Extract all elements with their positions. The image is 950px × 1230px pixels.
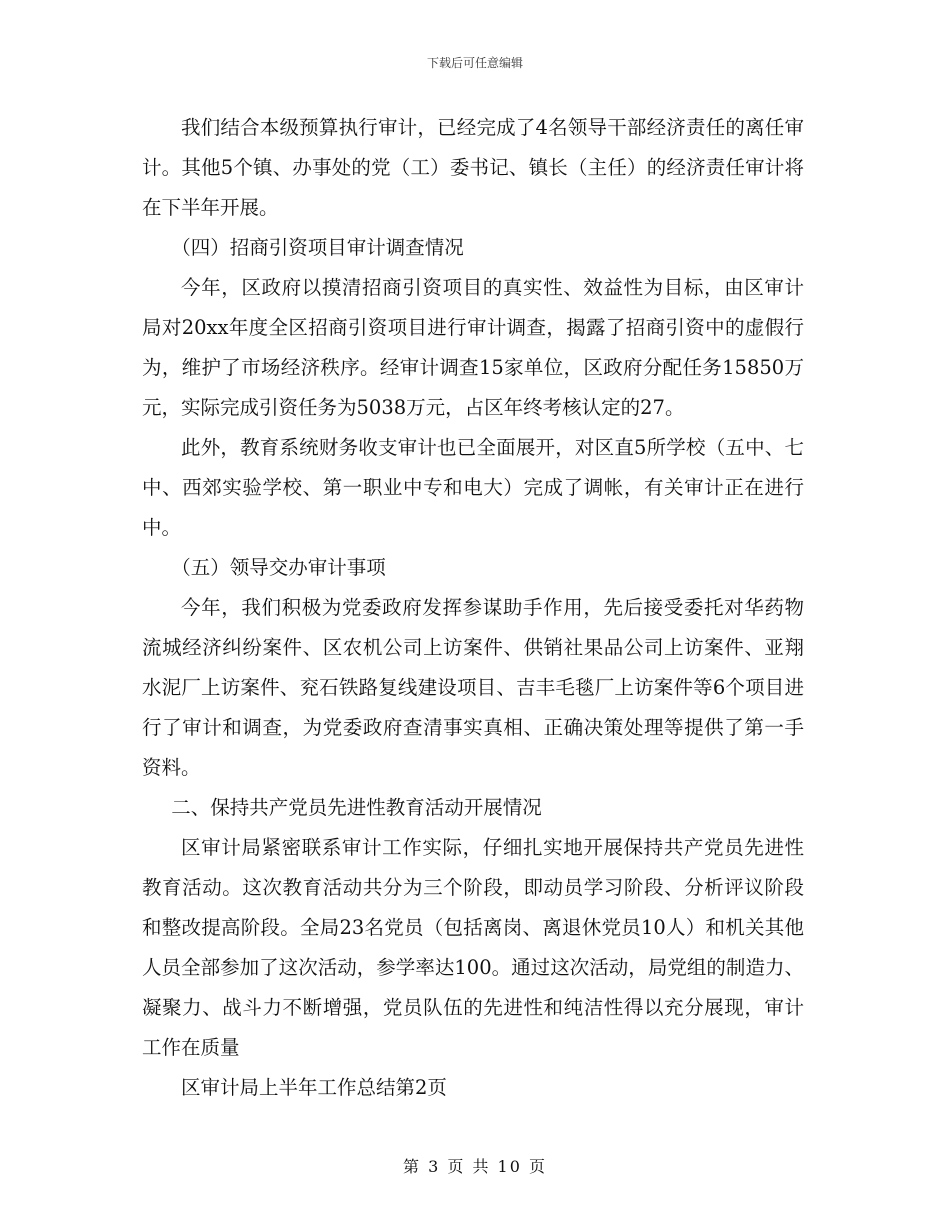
paragraph-page-note: 区审计局上半年工作总结第2页 bbox=[181, 1076, 447, 1099]
section-heading-assigned-matters: （五）领导交办审计事项 bbox=[171, 556, 386, 579]
paragraph-leader-audit: 我们结合本级预算执行审计，已经完成了4名领导干部经济责任的离任审计。其他5个镇、办事处的党（工）委书记、镇长（主任）的经济责任审计将在下半年开展。 bbox=[142, 116, 804, 219]
section-heading-investment-audit: （四）招商引资项目审计调查情况 bbox=[171, 236, 464, 259]
page-footer: 第 3 页 共 10 页 bbox=[403, 1157, 547, 1176]
paragraph-assigned-matters: 今年，我们积极为党委政府发挥参谋助手作用，先后接受委托对华药物流城经济纠纷案件、区农机公司上访案件、供销社果品公司上访案件、亚翔水泥厂上访案件、兖石铁路复线建设项目、吉丰毛毯厂上访案件等6个项目进行了审计和调查，为党委政府查清事实真相、正确决策处理等提供了第一手资料。 bbox=[142, 596, 804, 779]
paragraph-investment-audit: 今年，区政府以摸清招商引资项目的真实性、效益性为目标，由区审计局对20xx年度全区招商引资项目进行审计调查，揭露了招商引资中的虚假行为，维护了市场经济秩序。经审计调查15家单位，区政府分配任务15850万元，实际完成引资任务为5038万元，占区年终考核认定的27。 bbox=[142, 276, 804, 419]
page-header: 下载后可任意编辑 bbox=[426, 56, 523, 70]
paragraph-education-audit: 此外，教育系统财务收支审计也已全面展开，对区直5所学校（五中、七中、西郊实验学校、第一职业中专和电大）完成了调帐，有关审计正在进行中。 bbox=[142, 436, 804, 539]
paragraph-party-education: 区审计局紧密联系审计工作实际，仔细扎实地开展保持共产党员先进性教育活动。这次教育活动共分为三个阶段，即动员学习阶段、分析评议阶段和整改提高阶段。全局23名党员（包括离岗、离退休党员10人）和机关其他人员全部参加了这次活动，参学率达100。通过这次活动，局党组的制造力、凝聚力、战斗力不断增强，党员队伍的先进性和纯洁性得以充分展现，审计工作在质量 bbox=[142, 836, 804, 1059]
document-body bbox=[142, 108, 804, 1108]
section-heading-party-education: 二、保持共产党员先进性教育活动开展情况 bbox=[171, 796, 542, 819]
